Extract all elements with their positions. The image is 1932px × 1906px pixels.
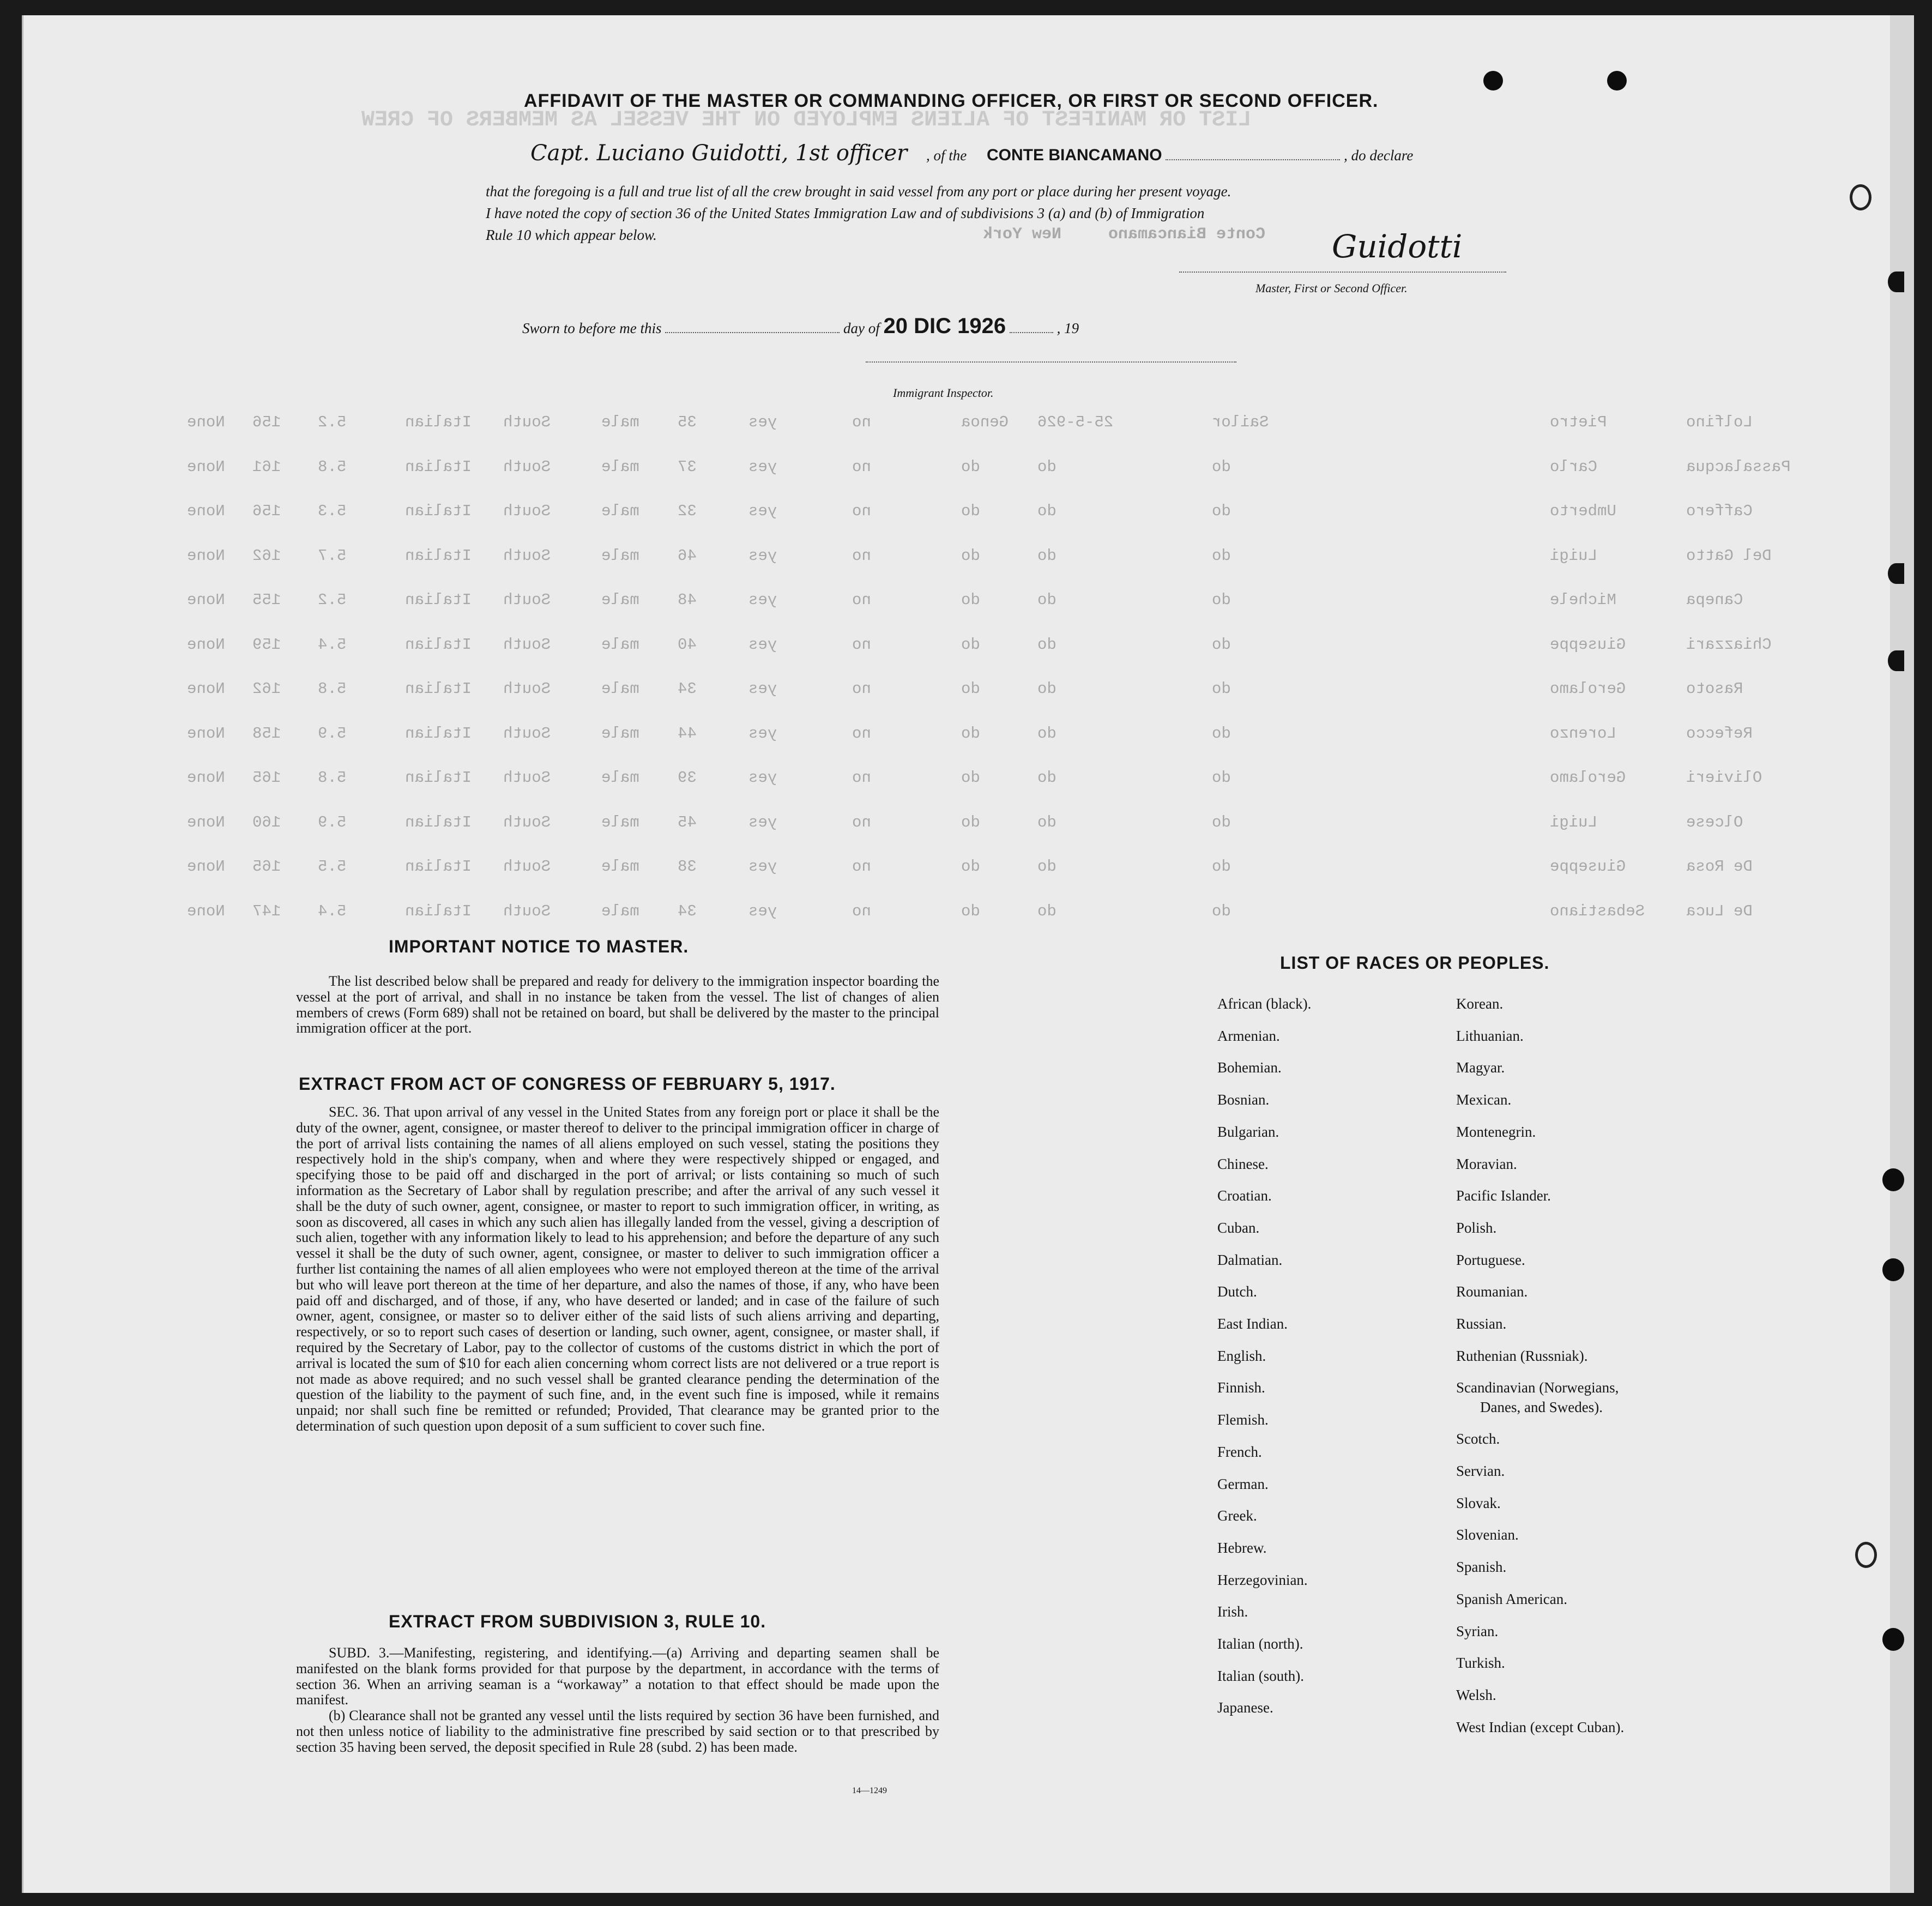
punch-hole (1607, 71, 1627, 91)
bleed-through-cell: do (961, 813, 980, 831)
inspector-line (866, 361, 1236, 363)
bleed-through-cell: 5.4 (318, 635, 347, 654)
races-heading: LIST OF RACES OR PEOPLES. (1280, 953, 1550, 973)
bleed-through-cell: no (852, 413, 871, 431)
bleed-through-cell: 5.9 (318, 724, 347, 743)
bleed-through-cell: do (1212, 546, 1231, 565)
declarant-handwritten: Capt. Luciano Guidotti, 1st officer (530, 141, 908, 166)
bleed-through-cell: do (961, 591, 980, 609)
bleed-through-cell: 38 (678, 858, 697, 876)
bleed-through-cell: Lorenzo (1550, 724, 1616, 743)
bleed-through-cell: Italian (405, 858, 472, 876)
bleed-through-cell: South (503, 813, 551, 831)
bleed-through-cell: Refecco (1686, 724, 1753, 743)
race-entry: Polish. (1456, 1219, 1497, 1236)
signature-caption: Master, First or Second Officer. (1255, 281, 1408, 295)
bleed-through-cell: yes (748, 635, 777, 654)
bleed-through-cell: 48 (678, 591, 697, 609)
bleed-through-cell: Gerolamo (1550, 680, 1626, 698)
bleed-through-cell: De Luca (1686, 902, 1753, 920)
bleed-through-cell: no (852, 680, 871, 698)
race-entry: Irish. (1217, 1603, 1248, 1620)
bleed-through-cell: no (852, 769, 871, 787)
rule-heading: EXTRACT FROM SUBDIVISION 3, RULE 10. (389, 1612, 766, 1631)
inspector-caption: Immigrant Inspector. (893, 386, 994, 400)
year-label: , 19 (1056, 320, 1079, 336)
bleed-through-cell: Sailor (1212, 413, 1269, 431)
dotted-line (665, 332, 840, 333)
bleed-through-port: New York (983, 225, 1062, 244)
bleed-through-cell: no (852, 502, 871, 520)
bleed-through-cell: do (1037, 546, 1056, 565)
bleed-through-cell: 39 (678, 769, 697, 787)
bleed-through-cell: South (503, 546, 551, 565)
bleed-through-row (187, 680, 1768, 707)
bleed-through-cell: South (503, 457, 551, 476)
bleed-through-cell: 35 (678, 413, 697, 431)
bleed-through-cell: Italian (405, 546, 472, 565)
bleed-through-cell: None (187, 502, 225, 520)
race-entry: African (black). (1217, 996, 1312, 1012)
bleed-through-cell: do (1037, 457, 1056, 476)
bleed-through-cell: do (1037, 680, 1056, 698)
race-entry: Cuban. (1217, 1219, 1260, 1236)
affidavit-title: AFFIDAVIT OF THE MASTER OR COMMANDING OFFICER, OR FIRST OR SECOND OFFICER. (524, 91, 1379, 111)
race-entry: Italian (south). (1217, 1667, 1304, 1684)
bleed-through-cell: no (852, 813, 871, 831)
punch-hole (1888, 650, 1904, 671)
signature-line (1179, 272, 1506, 273)
bleed-through-cell: South (503, 635, 551, 654)
bleed-through-cell: yes (748, 502, 777, 520)
bleed-through-cell: yes (748, 858, 777, 876)
bleed-through-cell: Italian (405, 680, 472, 698)
bleed-through-cell: do (961, 680, 980, 698)
bleed-through-cell: 5.5 (318, 858, 347, 876)
bleed-through-cell: Luigi (1550, 813, 1598, 831)
page-edge (1890, 15, 1914, 1893)
bleed-through-cell: male (601, 858, 639, 876)
bleed-through-cell: 45 (678, 813, 697, 831)
bleed-through-cell: Del Gatto (1686, 546, 1772, 565)
race-entry: Mexican. (1456, 1091, 1512, 1108)
do-declare-label: , do declare (1344, 147, 1414, 164)
bleed-through-cell: Rasoto (1686, 680, 1743, 698)
bleed-through-cell: 34 (678, 680, 697, 698)
bleed-through-cell: None (187, 813, 225, 831)
race-entry: Russian. (1456, 1316, 1507, 1332)
bleed-through-cell: None (187, 680, 225, 698)
bleed-through-cell: male (601, 813, 639, 831)
race-entry: Greek. (1217, 1507, 1257, 1524)
bleed-through-cell: Michele (1550, 591, 1616, 609)
bleed-through-cell: do (1037, 769, 1056, 787)
bleed-through-cell: South (503, 902, 551, 920)
bleed-through-cell: South (503, 769, 551, 787)
bleed-through-cell: 5.2 (318, 591, 347, 609)
bleed-through-cell: 34 (678, 902, 697, 920)
bleed-through-cell: Sebastiano (1550, 902, 1645, 920)
race-entry: Flemish. (1217, 1412, 1269, 1428)
bleed-through-cell: no (852, 858, 871, 876)
document-page (22, 15, 1914, 1893)
bleed-through-cell: do (1212, 591, 1231, 609)
race-entry: Montenegrin. (1456, 1123, 1536, 1140)
bleed-through-cell: do (1212, 902, 1231, 920)
bleed-through-cell: no (852, 724, 871, 743)
bleed-through-cell: yes (748, 769, 777, 787)
bleed-through-cell: Chiazzari (1686, 635, 1772, 654)
sworn-label: Sworn to before me this (522, 320, 662, 336)
bleed-through-cell: Italian (405, 769, 472, 787)
sworn-line (522, 314, 1079, 339)
bleed-through-cell: 46 (678, 546, 697, 565)
bleed-through-cell: 32 (678, 502, 697, 520)
bleed-through-cell: do (1212, 769, 1231, 787)
bleed-through-cell: Italian (405, 635, 472, 654)
race-entry: Spanish. (1456, 1559, 1507, 1576)
race-entry: Dalmatian. (1217, 1251, 1283, 1268)
bleed-through-cell: do (961, 769, 980, 787)
bleed-through-cell: Passalacqua (1686, 457, 1791, 476)
rule-para-a: SUBD. 3.—Manifesting, registering, and identifying.—(a) Arriving and departing seamen shall be manifested on the blank forms provided for that purpose by the department, in accordance with the terms of section 36. When an arriving seaman is a “workaway” a notation to that effect should be made upon the manifest. (296, 1645, 939, 1708)
bleed-through-cell: 5.8 (318, 769, 347, 787)
bleed-through-cell: 5.4 (318, 902, 347, 920)
bleed-through-cell: do (1037, 858, 1056, 876)
bleed-through-cell: do (1037, 902, 1056, 920)
bleed-through-cell: male (601, 413, 639, 431)
bleed-through-cell: male (601, 457, 639, 476)
bleed-through-cell: Canepa (1686, 591, 1743, 609)
bleed-through-cell: Italian (405, 502, 472, 520)
bleed-through-cell: 5.8 (318, 457, 347, 476)
bleed-through-cell: Genoa (961, 413, 1009, 431)
bleed-through-cell: South (503, 724, 551, 743)
bleed-through-row (187, 457, 1791, 485)
bleed-through-cell: None (187, 457, 225, 476)
bleed-through-cell: do (961, 546, 980, 565)
bleed-through-cell: None (187, 769, 225, 787)
punch-hole (1882, 1628, 1904, 1651)
of-the-label: , of the (926, 147, 967, 164)
bleed-through-cell: None (187, 724, 225, 743)
bleed-through-cell: do (1212, 724, 1231, 743)
bleed-through-cell: Italian (405, 902, 472, 920)
race-entry: West Indian (except Cuban). (1456, 1718, 1625, 1735)
bleed-through-cell: Lolfino (1686, 413, 1753, 431)
bleed-through-cell: 5.9 (318, 813, 347, 831)
bleed-through-cell: Luigi (1550, 546, 1598, 565)
form-number: 14—1249 (852, 1786, 887, 1795)
bleed-through-cell: male (601, 502, 639, 520)
race-entry: Slovenian. (1456, 1527, 1519, 1543)
bleed-through-cell: yes (748, 680, 777, 698)
bleed-through-cell: Carlo (1550, 457, 1598, 476)
bleed-through-cell: 159 (252, 635, 281, 654)
punch-hole (1855, 1542, 1877, 1568)
bleed-through-cell: no (852, 635, 871, 654)
bleed-through-cell: Olcese (1686, 813, 1743, 831)
race-entry: Turkish. (1456, 1655, 1505, 1672)
bleed-through-cell: do (1037, 635, 1056, 654)
bleed-through-cell: male (601, 769, 639, 787)
bleed-through-cell: None (187, 635, 225, 654)
bleed-through-cell: South (503, 858, 551, 876)
bleed-through-row (187, 635, 1772, 663)
bleed-through-cell: 156 (252, 502, 281, 520)
race-entry: Dutch. (1217, 1283, 1257, 1300)
bleed-through-cell: do (961, 724, 980, 743)
bleed-through-cell: male (601, 680, 639, 698)
bleed-through-row (187, 902, 1768, 930)
bleed-through-cell: None (187, 546, 225, 565)
bleed-through-row (187, 725, 1768, 752)
bleed-through-row (187, 502, 1768, 529)
race-entry: Japanese. (1217, 1699, 1273, 1716)
bleed-through-cell: 162 (252, 680, 281, 698)
bleed-through-cell: Pietro (1550, 413, 1607, 431)
race-entry: Portuguese. (1456, 1251, 1525, 1268)
bleed-through-cell: do (1037, 724, 1056, 743)
act-body: SEC. 36. That upon arrival of any vessel in the United States from any foreign port or place it shall be the duty of the owner, agent, consignee, or master thereof to deliver to the principal immigration officer in charge of the port of arrival lists containing the names of all aliens employed on such vessel, stating the positions they respectively hold in the ship's company, when and where they were respectively shipped or engaged, and specifying those to be paid off and discharged in the port of arrival; or lists containing so much of such information as the Secretary of Labor shall by regulation prescribe; and after the arrival of any such vessel it shall be the duty of such owner, agent, consignee, or master to report to such immigration officer, in writing, as soon as discovered, all cases in which any such alien has illegally landed from the vessel, giving a description of such alien, together with any information likely to lead to his apprehension; and before the departure of any such vessel it shall be the duty of such owner, agent, consignee, or master to deliver to such immigration officer a further list containing the names of all alien employees who were not employed thereon at the time of the arrival but who will leave port thereon at the time of her departure, and also the names of those, if any, who have been paid off and discharged, and of those, if any, who have deserted or landed; and in case of the failure of such owner, agent, consignee, or master so to deliver either of the said lists of such aliens arriving and departing, respectively, or so to report such cases of desertion or landing, such owner, agent, consignee, or master shall, if required by the Secretary of Labor, pay to the collector of customs of the customs district in which the port of arrival is located the sum of $10 for each alien concerning whom correct lists are not delivered or a true report is not made as above required; and no such vessel shall be granted clearance pending the determination of the question of the liability to the payment of such fine, and, in the event such fine is imposed, while it remains unpaid; nor shall such fine be remitted or refunded; Provided, That clearance may be granted prior to the determination of such question upon deposit of a sum sufficient to cover such fine. (296, 1104, 939, 1434)
notice-body: The list described below shall be prepared and ready for delivery to the immigration inspector boarding the vessel at the port of arrival, and shall in no instance be taken from the vessel. The list of changes of alien members of crews (Form 689) shall not be retained on board, but shall be delivered by the master to the principal immigration officer at the port. (296, 973, 939, 1036)
race-entry: Scandinavian (Norwegians, (1456, 1379, 1619, 1396)
race-entry: Servian. (1456, 1463, 1505, 1480)
race-entry: Korean. (1456, 996, 1504, 1012)
bleed-through-cell: Giuseppe (1550, 635, 1626, 654)
punch-hole (1483, 71, 1503, 91)
bleed-through-cell: Umberto (1550, 502, 1616, 520)
punch-hole (1888, 272, 1904, 292)
bleed-through-row (187, 413, 1768, 441)
bleed-through-cell: 40 (678, 635, 697, 654)
race-entry: Ruthenian (Russniak). (1456, 1347, 1588, 1364)
bleed-through-cell: 44 (678, 724, 697, 743)
bleed-through-cell: yes (748, 546, 777, 565)
bleed-through-cell: no (852, 591, 871, 609)
bleed-through-cell: yes (748, 591, 777, 609)
bleed-through-cell: male (601, 635, 639, 654)
affidavit-line-3: I have noted the copy of section 36 of the United States Immigration Law and of subdivisions 3 (a) and (b) of Immigration (486, 205, 1205, 221)
rule-para-b: (b) Clearance shall not be granted any vessel until the lists required by section 36 have been furnished, and not then unless notice of liability to the administrative fine prescribed by said section or to that prescribed by section 35 having been served, the deposit specified in Rule 28 (subd. 2) has been made. (296, 1708, 939, 1755)
affidavit-line-1 (530, 141, 1413, 166)
bleed-through-cell: 5.3 (318, 502, 347, 520)
race-entry: Finnish. (1217, 1379, 1265, 1396)
bleed-through-cell: 37 (678, 457, 697, 476)
race-entry: Armenian. (1217, 1027, 1280, 1044)
race-entry: German. (1217, 1475, 1269, 1492)
race-entry: East Indian. (1217, 1316, 1288, 1332)
bleed-through-cell: yes (748, 813, 777, 831)
race-entry: Slovak. (1456, 1494, 1501, 1511)
race-entry: Chinese. (1217, 1155, 1269, 1172)
race-entry: Scotch. (1456, 1431, 1500, 1447)
bleed-through-cell: Italian (405, 813, 472, 831)
bleed-through-cell: do (961, 635, 980, 654)
bleed-through-cell: do (961, 858, 980, 876)
bleed-through-cell: male (601, 724, 639, 743)
bleed-through-cell: do (1212, 457, 1231, 476)
bleed-through-cell: 25-5-926 (1037, 413, 1114, 431)
bleed-through-cell: yes (748, 413, 777, 431)
bleed-through-cell: no (852, 457, 871, 476)
notice-heading: IMPORTANT NOTICE TO MASTER. (389, 937, 689, 956)
race-entry: Welsh. (1456, 1686, 1496, 1703)
bleed-through-cell: South (503, 680, 551, 698)
bleed-through-cell: Italian (405, 591, 472, 609)
bleed-through-cell: 156 (252, 413, 281, 431)
race-entry: English. (1217, 1347, 1266, 1364)
bleed-through-cell: 160 (252, 813, 281, 831)
bleed-through-cell: do (961, 457, 980, 476)
race-entry: Moravian. (1456, 1155, 1517, 1172)
bleed-through-row (187, 591, 1768, 618)
bleed-through-cell: do (1212, 680, 1231, 698)
bleed-through-cell: 5.7 (318, 546, 347, 565)
bleed-through-cell: do (1037, 502, 1056, 520)
bleed-through-cell: do (1212, 858, 1231, 876)
bleed-through-cell: no (852, 902, 871, 920)
act-heading: EXTRACT FROM ACT OF CONGRESS OF FEBRUARY 5, 1917. (299, 1074, 836, 1094)
bleed-through-cell: Caffero (1686, 502, 1753, 520)
bleed-through-row (187, 813, 1768, 841)
bleed-through-cell: None (187, 413, 225, 431)
bleed-through-cell: South (503, 502, 551, 520)
bleed-through-cell: 5.8 (318, 680, 347, 698)
bleed-through-cell: do (961, 902, 980, 920)
bleed-through-cell: 5.2 (318, 413, 347, 431)
bleed-through-cell: 158 (252, 724, 281, 743)
bleed-through-cell: do (1212, 813, 1231, 831)
bleed-through-cell: 147 (252, 902, 281, 920)
bleed-through-cell: Gerolamo (1550, 769, 1626, 787)
bleed-through-cell: yes (748, 457, 777, 476)
bleed-through-cell: do (1037, 591, 1056, 609)
bleed-through-cell: Italian (405, 413, 472, 431)
bleed-through-cell: do (1037, 813, 1056, 831)
bleed-through-row (187, 546, 1772, 574)
officer-signature: Guidotti (1332, 228, 1463, 265)
bleed-through-cell: yes (748, 724, 777, 743)
bleed-through-cell: South (503, 413, 551, 431)
bleed-through-row (187, 858, 1768, 885)
dotted-line (1010, 332, 1053, 333)
bleed-through-cell: De Rosa (1686, 858, 1753, 876)
date-stamp: 20 DIC 1926 (883, 314, 1006, 338)
race-entry: Bulgarian. (1217, 1123, 1279, 1140)
dotted-line (1166, 159, 1340, 160)
race-entry: Bosnian. (1217, 1091, 1270, 1108)
affidavit-line-4: Rule 10 which appear below. (486, 227, 657, 243)
bleed-through-cell: Italian (405, 457, 472, 476)
punch-hole (1882, 1168, 1904, 1191)
bleed-through-cell: 161 (252, 457, 281, 476)
race-entry: Syrian. (1456, 1622, 1499, 1639)
race-entry: Roumanian. (1456, 1283, 1528, 1300)
race-entry: Magyar. (1456, 1059, 1505, 1076)
race-entry: Pacific Islander. (1456, 1187, 1551, 1204)
bleed-through-vessel: Conte Biancamano (1108, 225, 1266, 244)
bleed-through-cell: do (1212, 635, 1231, 654)
bleed-through-cell: yes (748, 902, 777, 920)
affidavit-line-2: that the foregoing is a full and true list of all the crew brought in said vessel from any port or place during her present voyage. (486, 183, 1231, 200)
race-entry: Herzegovinian. (1217, 1571, 1308, 1588)
bleed-through-header: LIST OR MANIFEST OF ALIENS EMPLOYED ON THE VESSEL AS MEMBERS OF CREW (361, 108, 1252, 132)
race-entry: Hebrew. (1217, 1539, 1267, 1556)
bleed-through-cell: male (601, 902, 639, 920)
day-of-label: day of (843, 320, 880, 336)
race-entry: Italian (north). (1217, 1636, 1303, 1652)
race-entry: French. (1217, 1443, 1262, 1460)
race-entry: Danes, and Swedes). (1480, 1398, 1603, 1415)
bleed-through-row (187, 769, 1768, 796)
bleed-through-cell: male (601, 546, 639, 565)
rule-body (296, 1645, 939, 1756)
bleed-through-cell: 165 (252, 769, 281, 787)
bleed-through-cell: male (601, 591, 639, 609)
bleed-through-cell: no (852, 546, 871, 565)
bleed-through-cell: do (961, 502, 980, 520)
punch-hole (1882, 1258, 1904, 1281)
bleed-through-cell: None (187, 591, 225, 609)
race-entry: Bohemian. (1217, 1059, 1282, 1076)
race-entry: Spanish American. (1456, 1590, 1567, 1607)
race-entry: Croatian. (1217, 1187, 1272, 1204)
punch-hole (1850, 184, 1871, 210)
bleed-through-cell: South (503, 591, 551, 609)
bleed-through-cell: 162 (252, 546, 281, 565)
bleed-through-cell: 155 (252, 591, 281, 609)
bleed-through-cell: Giuseppe (1550, 858, 1626, 876)
race-entry: Lithuanian. (1456, 1027, 1524, 1044)
bleed-through-cell: None (187, 858, 225, 876)
bleed-through-cell: None (187, 902, 225, 920)
bleed-through-cell: do (1212, 502, 1231, 520)
punch-hole (1888, 563, 1904, 584)
bleed-through-cell: Italian (405, 724, 472, 743)
bleed-through-cell: 165 (252, 858, 281, 876)
bleed-through-cell: Olivieri (1686, 769, 1762, 787)
vessel-name-stamp: CONTE BIANCAMANO (986, 146, 1162, 164)
